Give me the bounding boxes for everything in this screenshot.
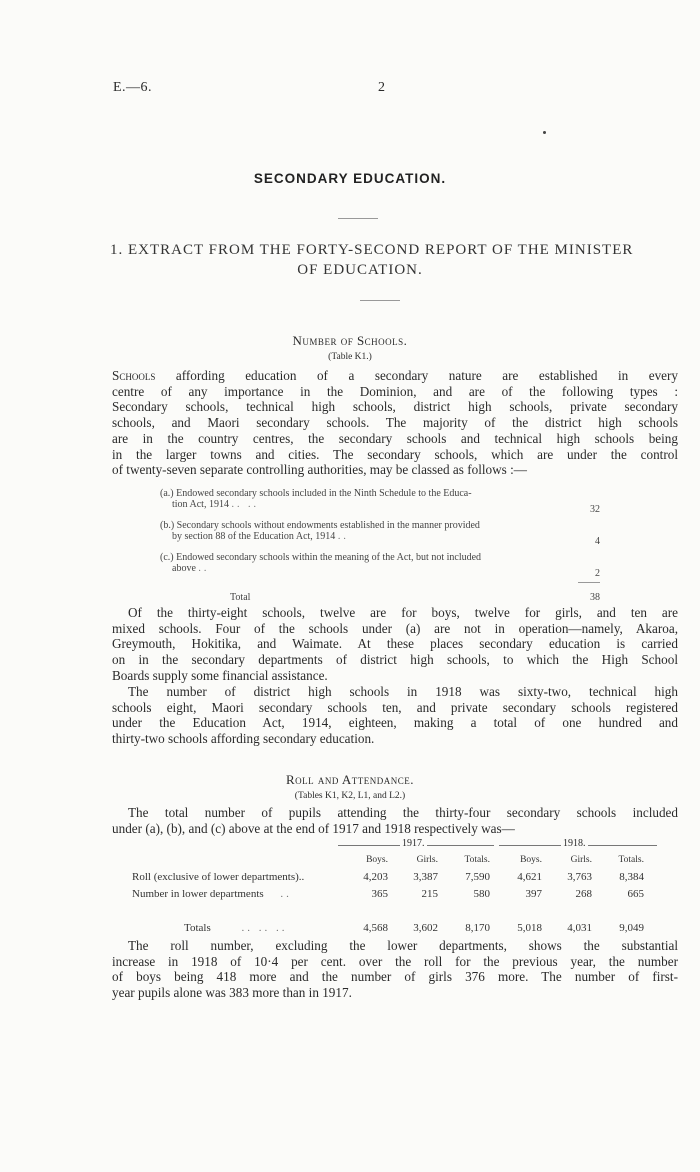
divider	[338, 218, 378, 219]
roll-heading: Roll and Attendance.	[285, 772, 415, 787]
list-item: (b.) Secondary schools without endowments established in the manner provided by section 88 of the Education Act, 1914 .. 4	[160, 520, 600, 547]
page-number: 2	[378, 80, 385, 95]
section-heading-line1: 1. EXTRACT FROM THE FORTY-SECOND REPORT OF THE MINISTER	[110, 242, 634, 258]
year-1918-bracket	[499, 840, 657, 850]
column-header: Boys.	[366, 854, 388, 865]
row-label: Totals .. .. ..	[184, 921, 288, 934]
section-heading-line2: OF EDUCATION.	[297, 262, 423, 278]
table-header-row	[132, 851, 644, 868]
row-label: Number in lower departments ..	[132, 887, 292, 900]
section-heading	[110, 240, 634, 280]
number-of-schools-table-ref: (Table K1.)	[328, 352, 372, 362]
total-label: Total	[230, 592, 251, 603]
intro-line: are in the country centres, the secondary schools and technical high schools being	[112, 430, 678, 446]
list-item: (a.) Endowed secondary schools included in the Ninth Schedule to the Educa- tion Act, 1914 .. .. 32	[160, 488, 600, 515]
roll-table-ref: (Tables K1, K2, L1, and L2.)	[294, 791, 406, 801]
list-item-value: 4	[595, 536, 600, 547]
column-header: Boys.	[520, 854, 542, 865]
total-value: 38	[590, 592, 600, 603]
intro-lead: Schools	[112, 368, 156, 383]
schools-paragraph-3: The number of district high schools in 1918 was sixty-two, technical high schools eight, Maori secondary schools ten, and private secondary schools registered under the Education Act, 1914, eighteen, making a total of one hundred and thirty-two schools affording secondary education.	[112, 684, 678, 747]
table-row: Number in lower departments .. 365 215 580 397 268 665	[132, 885, 644, 902]
intro-line: Schools affording education of a secondary nature are established in every	[112, 368, 679, 383]
list-item: (c.) Endowed secondary schools within the meaning of the Act, but not included above .. 2	[160, 552, 600, 579]
intro-line: of twenty-seven separate controlling authorities, may be classed as follows :—	[112, 462, 527, 478]
schools-paragraph-2: Of the thirty-eight schools, twelve are for boys, twelve for girls, and ten are mixed schools. Four of the schools under (a) are not in operation—namely, Akaroa, Greymouth, Hokitika, and Waimate. At these places secondary education is carried on in the secondary departments of district high schools, to which the High School Boards supply some financial assistance.	[112, 605, 678, 683]
number-of-schools-intro	[112, 368, 678, 478]
column-header: Girls.	[570, 854, 592, 865]
roll-table	[132, 851, 644, 936]
column-header: Girls.	[416, 854, 438, 865]
table-spacer	[132, 902, 644, 919]
table-row: Roll (exclusive of lower departments).. 4,203 3,387 7,590 4,621 3,763 8,384	[132, 868, 644, 885]
page-title: SECONDARY EDUCATION.	[253, 171, 447, 186]
sum-rule	[578, 582, 600, 583]
intro-line: Secondary schools, technical high schools, district high schools, private secondary	[112, 399, 678, 415]
intro-line: schools, and Maori secondary schools. The majority of the district high schools	[112, 415, 678, 431]
intro-line: in the larger towns and cities. The secondary schools, which are under the control	[112, 446, 678, 462]
year-1917-bracket	[338, 840, 494, 850]
number-of-schools-heading: Number of Schools.	[292, 333, 408, 348]
totals-row: Totals .. .. .. 4,568 3,602 8,170 5,018 4,031 9,049	[132, 919, 644, 936]
speck-mark	[543, 131, 546, 134]
year-1917-label: 1917.	[402, 838, 425, 849]
column-header: Totals.	[464, 854, 490, 865]
list-item-value: 2	[595, 568, 600, 579]
year-1918-label: 1918.	[563, 838, 586, 849]
row-label: Roll (exclusive of lower departments)..	[132, 870, 305, 883]
intro-line: centre of any importance in the Dominion, and are of the following types :	[112, 383, 678, 399]
column-header: Totals.	[618, 854, 644, 865]
list-item-value: 32	[590, 504, 600, 515]
roll-closing-paragraph: The roll number, excluding the lower departments, shows the substantial increase in 1918 of 10·4 per cent. over the roll for the previous year, the number of boys being 418 more and the number of girls 376 more. The number of first- year pupils alone was 383 more than in 1917.	[112, 938, 678, 1001]
roll-intro: The total number of pupils attending the thirty-four secondary schools included under (a), (b), and (c) above at the end of 1917 and 1918 respectively was—	[112, 805, 678, 836]
school-class-list	[160, 488, 600, 584]
document-reference: E.—6.	[113, 80, 153, 95]
divider	[360, 300, 400, 301]
